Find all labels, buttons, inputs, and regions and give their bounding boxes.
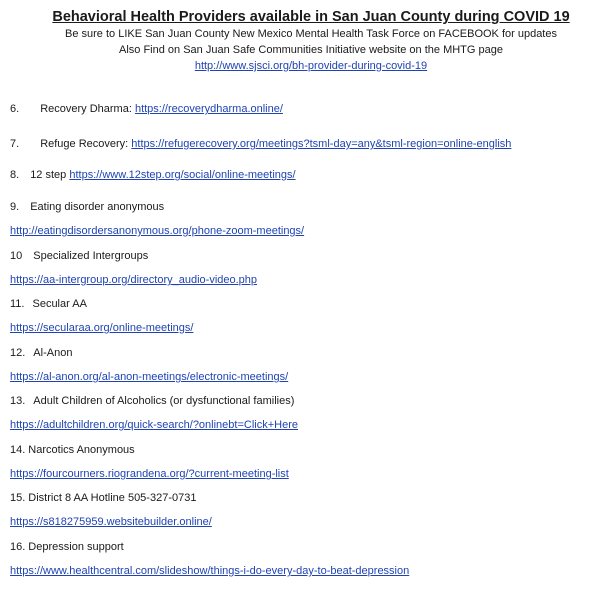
list-item (10, 345, 288, 386)
item-name: Secular AA (32, 298, 87, 310)
item-link[interactable]: https://secularaa.org/online-meetings/ (10, 322, 194, 334)
item-number: 16. (10, 541, 26, 553)
list-item (10, 248, 257, 289)
item-link[interactable]: http://eatingdisordersanonymous.org/phone-zoom-meetings/ (10, 225, 305, 237)
item-number: 8. (10, 169, 20, 181)
item-name: Al-Anon (33, 347, 73, 359)
document-header (0, 8, 604, 74)
item-name: District 8 AA Hotline 505-327-0731 (28, 492, 197, 504)
item-link[interactable]: https://adultchildren.org/quick-search/?onlinebt=Click+Here (10, 419, 298, 431)
list-item (10, 296, 193, 337)
header-link[interactable]: http://www.sjsci.org/bh-provider-during-covid-19 (194, 60, 428, 72)
item-name: Refuge Recovery: (40, 138, 129, 150)
list-item (10, 539, 409, 580)
item-name: Recovery Dharma: (40, 103, 132, 115)
list-item (10, 199, 304, 240)
list-item (10, 136, 511, 153)
document-title: Behavioral Health Providers available in San Juan County during COVID 19 (52, 9, 570, 25)
item-link[interactable]: https://fourcourners.riograndena.org/?current-meeting-list (10, 468, 289, 480)
item-name: 12 step (30, 169, 67, 181)
item-number: 10 (10, 250, 23, 262)
item-number: 11. (10, 298, 25, 310)
facebook-note: Be sure to LIKE San Juan County New Mexico Mental Health Task Force on FACEBOOK for updates (65, 28, 557, 40)
item-number: 13. (10, 395, 26, 407)
item-link[interactable]: https://s818275959.websitebuilder.online/ (10, 516, 212, 528)
item-name: Depression support (28, 541, 124, 553)
item-link[interactable]: https://refugerecovery.org/meetings?tsml-day=any&tsml-region=online-english (131, 138, 512, 150)
item-link[interactable]: https://recoverydharma.online/ (134, 103, 283, 115)
item-name: Specialized Intergroups (33, 250, 149, 262)
item-number: 14. (10, 444, 26, 456)
item-number: 12. (10, 347, 26, 359)
item-number: 9. (10, 201, 20, 213)
website-note: Also Find on San Juan Safe Communities Initiative website on the MHTG page (119, 44, 503, 56)
item-number: 7. (10, 138, 20, 150)
list-item (10, 167, 296, 184)
item-name: Narcotics Anonymous (28, 444, 135, 456)
item-name: Adult Children of Alcoholics (or dysfunctional families) (33, 395, 295, 407)
item-number: 6. (10, 103, 20, 115)
item-number: 15. (10, 492, 26, 504)
item-name: Eating disorder anonymous (30, 201, 165, 213)
list-item (10, 393, 298, 434)
list-item (10, 442, 289, 483)
item-link[interactable]: https://aa-intergroup.org/directory_audio-video.php (10, 274, 258, 286)
item-link[interactable]: https://www.healthcentral.com/slideshow/things-i-do-every-day-to-beat-depression (10, 565, 410, 577)
item-link[interactable]: https://al-anon.org/al-anon-meetings/electronic-meetings/ (10, 371, 289, 383)
item-link[interactable]: https://www.12step.org/social/online-meetings/ (69, 169, 296, 181)
list-item (10, 101, 283, 118)
list-item (10, 490, 212, 531)
